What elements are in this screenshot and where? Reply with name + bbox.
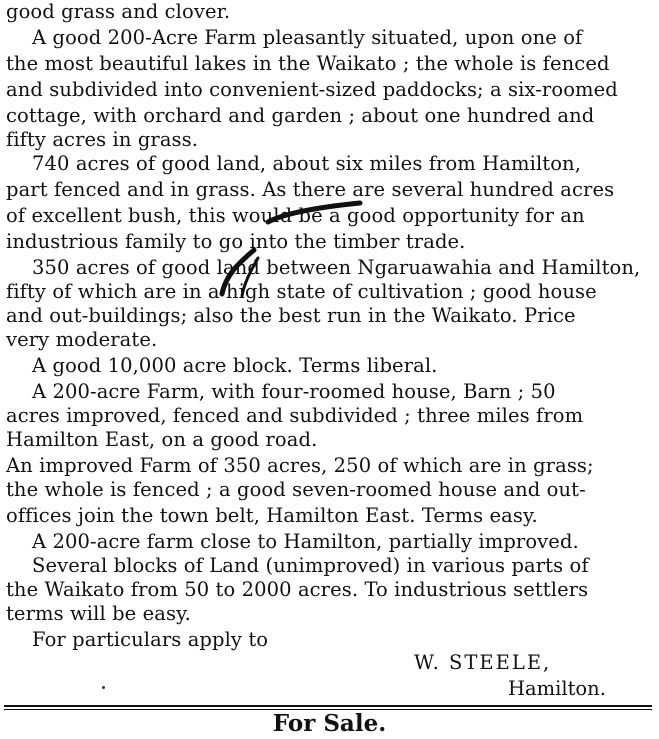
- text-line: cottage, with orchard and garden ; about one hundred and: [6, 104, 595, 127]
- text-line: part fenced and in grass. As there are several hundred acres: [6, 178, 615, 201]
- text-line: the whole is fenced ; a good seven-roomed house and out-: [6, 478, 586, 501]
- column-rule: [4, 705, 652, 707]
- text-line: fifty of which are in a high state of cultivation ; good house: [6, 280, 597, 303]
- text-line: An improved Farm of 350 acres, 250 of which are in grass;: [6, 454, 594, 477]
- text-line: acres improved, fenced and subdivided ; three miles from: [6, 404, 584, 427]
- text-line: 350 acres of good land between Ngaruawahia and Hamilton,: [32, 256, 641, 279]
- text-line: A 200-acre farm close to Hamilton, partially improved.: [32, 530, 579, 553]
- text-line: the Waikato from 50 to 2000 acres. To industrious settlers: [6, 578, 589, 601]
- text-line: the most beautiful lakes in the Waikato ; the whole is fenced: [6, 52, 610, 75]
- text-line: terms will be easy.: [6, 602, 191, 625]
- text-line: very moderate.: [6, 328, 158, 351]
- text-line: A good 200-Acre Farm pleasantly situated, upon one of: [32, 26, 583, 49]
- text-line: of excellent bush, this would be a good opportunity for an: [6, 204, 585, 227]
- signature-name: W. STEELE,: [414, 651, 552, 674]
- signature-place: Hamilton.: [508, 677, 606, 700]
- text-line: and out-buildings; also the best run in the Waikato. Price: [6, 304, 576, 327]
- text-line: offices join the town belt, Hamilton East. Terms easy.: [6, 504, 538, 527]
- text-line: A good 10,000 acre block. Terms liberal.: [32, 354, 438, 377]
- text-line: good grass and clover.: [6, 0, 231, 23]
- text-line: A 200-acre Farm, with four-roomed house, Barn ; 50: [32, 380, 556, 403]
- text-line: For particulars apply to: [32, 628, 269, 651]
- ink-speck: [102, 686, 105, 689]
- text-line: fifty acres in grass.: [6, 128, 199, 151]
- text-line: 740 acres of good land, about six miles from Hamilton,: [32, 152, 582, 175]
- text-line: Hamilton East, on a good road.: [6, 428, 318, 451]
- section-heading: For Sale.: [272, 710, 387, 737]
- text-line: Several blocks of Land (unimproved) in various parts of: [32, 554, 589, 577]
- text-line: industrious family to go into the timber trade.: [6, 230, 466, 253]
- text-line: and subdivided into convenient-sized paddocks; a six-roomed: [6, 78, 618, 101]
